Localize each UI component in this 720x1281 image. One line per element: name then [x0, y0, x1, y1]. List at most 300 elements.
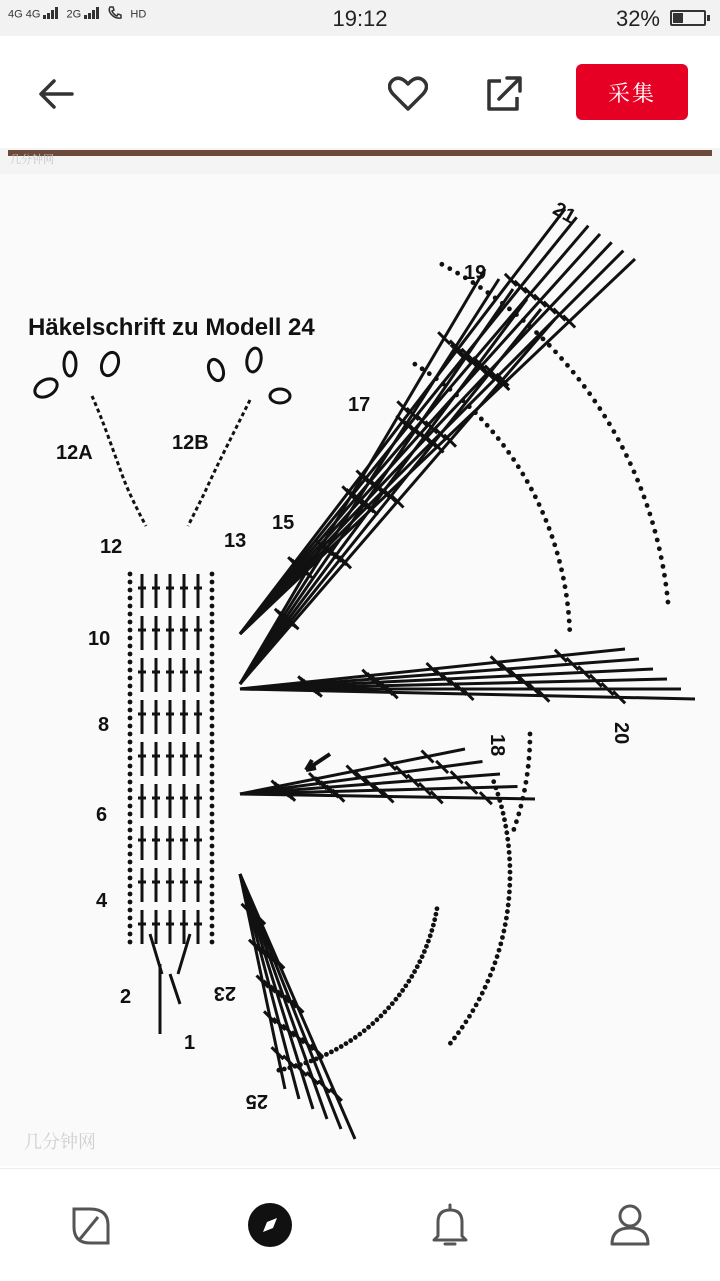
- chain-dot: [128, 724, 133, 729]
- chain-dot: [526, 764, 531, 769]
- chain-dot: [210, 748, 215, 753]
- chain-dot: [293, 1064, 298, 1069]
- image-edge: [8, 150, 712, 156]
- chain-dot: [553, 349, 558, 354]
- chain-dot: [128, 580, 133, 585]
- chain-dot: [497, 798, 502, 803]
- chain-dot: [520, 796, 525, 801]
- chain-dot: [210, 860, 215, 865]
- bell-icon: [428, 1202, 472, 1248]
- chain-dot: [309, 1059, 314, 1064]
- chain-dot: [632, 469, 637, 474]
- chain-dot: [432, 917, 437, 922]
- chain-dot: [429, 928, 434, 933]
- chain-dot: [511, 827, 516, 832]
- network-4g-label: 4G 4G: [8, 8, 41, 21]
- watermark-top: 几分钟网: [10, 153, 54, 166]
- chain-dot: [533, 494, 538, 499]
- chain-dot: [602, 414, 607, 419]
- chain-dot: [400, 988, 405, 993]
- chain-dot: [502, 817, 507, 822]
- chain-dot: [561, 576, 566, 581]
- chain-dot: [525, 479, 530, 484]
- chain-dot: [544, 518, 549, 523]
- chain-dot: [210, 908, 215, 913]
- chart-label: 12A: [56, 442, 93, 464]
- chain-dot: [485, 423, 490, 428]
- chain-dot: [505, 837, 510, 842]
- chain-dot: [210, 820, 215, 825]
- chain-dot: [128, 892, 133, 897]
- chain-dot: [397, 993, 402, 998]
- chain-dot: [441, 382, 446, 387]
- chain-dot: [128, 588, 133, 593]
- chain-dot: [645, 503, 650, 508]
- chain-dot: [210, 676, 215, 681]
- chain-dot: [504, 916, 509, 921]
- chain-dot: [496, 792, 501, 797]
- chain-dot: [128, 684, 133, 689]
- chain-dot: [507, 306, 512, 311]
- chain-dot: [507, 850, 512, 855]
- heart-icon: [388, 76, 428, 112]
- chain-dot: [504, 830, 509, 835]
- chain-dot: [128, 820, 133, 825]
- nav-notifications[interactable]: [422, 1197, 478, 1253]
- chain-dot: [370, 1021, 375, 1026]
- chain-dot: [210, 756, 215, 761]
- chain-dot: [661, 564, 666, 569]
- chain-dot: [555, 551, 560, 556]
- chain-dot: [527, 748, 532, 753]
- chain-dot: [128, 844, 133, 849]
- chain-dot: [128, 852, 133, 857]
- previous-image-strip: [0, 148, 720, 174]
- chain-dot: [452, 1036, 457, 1041]
- chain-dot: [128, 636, 133, 641]
- chain-dot: [663, 582, 668, 587]
- chain-dot: [659, 555, 664, 560]
- chain-dot: [128, 572, 133, 577]
- chain-dot: [547, 343, 552, 348]
- chain-dot: [128, 716, 133, 721]
- chain-dot: [128, 940, 133, 945]
- chain-dot: [128, 660, 133, 665]
- chain-dot: [524, 780, 529, 785]
- chain-dot: [379, 1014, 384, 1019]
- chain-dot: [527, 756, 532, 761]
- chart-label: 19: [464, 262, 487, 284]
- chain-dot: [128, 676, 133, 681]
- chain-dot: [507, 863, 512, 868]
- chain-dot: [662, 573, 667, 578]
- chain-dot: [386, 1005, 391, 1010]
- chain-dot: [473, 410, 478, 415]
- chain-dot: [557, 559, 562, 564]
- chain-dot: [485, 979, 490, 984]
- chain-dot: [424, 944, 429, 949]
- chain-dot: [500, 935, 505, 940]
- battery-percent: 32%: [615, 6, 660, 31]
- chain-dot: [128, 860, 133, 865]
- chain-dot: [412, 362, 417, 367]
- chain-dot: [210, 788, 215, 793]
- nav-profile[interactable]: [602, 1197, 658, 1253]
- chart-label: 6: [96, 804, 108, 826]
- chain-dot: [210, 868, 215, 873]
- chain-dot: [210, 588, 215, 593]
- chain-dot: [324, 1052, 329, 1057]
- chart-label: 12B: [172, 432, 209, 454]
- chart-label: 4: [96, 890, 108, 912]
- chain-dot: [514, 312, 519, 317]
- chain-dot: [638, 486, 643, 491]
- chain-dot: [128, 612, 133, 617]
- chain-dot: [564, 593, 569, 598]
- chain-dot: [406, 979, 411, 984]
- chain-dot: [467, 1014, 472, 1019]
- chart-label: 13: [224, 530, 247, 552]
- chain-dot: [128, 908, 133, 913]
- wing-chain-dots: [276, 262, 670, 1073]
- chain-dot: [559, 567, 564, 572]
- chain-dot: [128, 868, 133, 873]
- chain-dot: [480, 991, 485, 996]
- chain-dot: [567, 627, 572, 632]
- chain-dot: [329, 1049, 334, 1054]
- chain-dot: [128, 604, 133, 609]
- leaf-icon: [68, 1203, 112, 1247]
- chain-dot: [210, 924, 215, 929]
- stitch-crossbar: [330, 1089, 342, 1101]
- chain-dot: [488, 973, 493, 978]
- chain-dot: [420, 954, 425, 959]
- stitch-mark: [170, 974, 180, 1004]
- chain-dot: [334, 1047, 339, 1052]
- chain-dot: [525, 772, 530, 777]
- chain-dot: [666, 600, 671, 605]
- chain-dot: [559, 356, 564, 361]
- chain-dot: [611, 429, 616, 434]
- chart-title: Häkelschrift zu Modell 24: [28, 314, 315, 341]
- chain-dot: [128, 812, 133, 817]
- chain-dot: [210, 892, 215, 897]
- chain-dot: [657, 546, 662, 551]
- chart-label: 1: [184, 1032, 196, 1054]
- chain-dot: [287, 1065, 292, 1070]
- chain-dot: [210, 876, 215, 881]
- chain-dot: [447, 266, 452, 271]
- chart-label: 10: [88, 628, 111, 650]
- chain-dot: [587, 391, 592, 396]
- chain-dot: [497, 948, 502, 953]
- chain-dot: [210, 684, 215, 689]
- chain-dot: [592, 399, 597, 404]
- chain-dot: [493, 960, 498, 965]
- chain-dot: [128, 740, 133, 745]
- chain-dot: [628, 461, 633, 466]
- like-button[interactable]: [380, 66, 436, 122]
- chart-label: 20: [610, 722, 632, 745]
- chain-dot: [210, 932, 215, 937]
- chain-dot: [493, 295, 498, 300]
- chain-dot: [422, 949, 427, 954]
- chain-dot: [518, 804, 523, 809]
- chain-dot: [210, 716, 215, 721]
- chain-dot: [516, 464, 521, 469]
- chain-dot: [128, 796, 133, 801]
- chain-dot: [528, 324, 533, 329]
- chain-dot: [210, 844, 215, 849]
- chain-dot: [495, 954, 500, 959]
- chain-dot: [420, 366, 425, 371]
- chain-dot: [597, 406, 602, 411]
- chain-dot: [501, 443, 506, 448]
- chain-dot: [647, 512, 652, 517]
- top-bar: [0, 36, 720, 148]
- chain-dot: [128, 708, 133, 713]
- chain-dot: [499, 804, 504, 809]
- nav-discover[interactable]: [242, 1197, 298, 1253]
- chain-dot: [508, 870, 513, 875]
- chain-dot: [282, 1067, 287, 1072]
- chain-dot: [483, 985, 488, 990]
- chain-dot: [210, 852, 215, 857]
- chain-dot: [353, 1035, 358, 1040]
- battery-cap: [707, 15, 710, 21]
- chain-dot: [128, 772, 133, 777]
- chain-dot: [479, 417, 484, 422]
- chain-dot: [520, 472, 525, 477]
- chain-dot: [210, 780, 215, 785]
- chain-dot: [427, 371, 432, 376]
- chain-dot: [665, 591, 670, 596]
- chart-label: 21: [549, 198, 580, 229]
- battery-icon: [670, 10, 706, 26]
- chain-dot: [507, 857, 512, 862]
- chain-dot: [653, 529, 658, 534]
- chain-dot: [448, 387, 453, 392]
- chain-dot: [506, 450, 511, 455]
- chain-dot: [567, 619, 572, 624]
- chart-label: 23: [213, 982, 236, 1004]
- chain-dot: [210, 692, 215, 697]
- chain-dot: [565, 363, 570, 368]
- chain-dot: [128, 900, 133, 905]
- chain-dot: [503, 824, 508, 829]
- chain-dot: [210, 604, 215, 609]
- chain-dot: [362, 1028, 367, 1033]
- chain-dot: [210, 612, 215, 617]
- chain-dot: [491, 779, 496, 784]
- chain-dot: [210, 724, 215, 729]
- chain-dot: [439, 262, 444, 267]
- chain-dot: [210, 732, 215, 737]
- chain-dot: [563, 584, 568, 589]
- chain-dot: [210, 884, 215, 889]
- chain-dot: [210, 572, 215, 577]
- chain-dot: [128, 596, 133, 601]
- chain-dot: [128, 924, 133, 929]
- chain-dot: [210, 836, 215, 841]
- chain-dot: [382, 1010, 387, 1015]
- chain-dot: [431, 923, 436, 928]
- chart-label: 17: [348, 394, 371, 416]
- chain-dot: [128, 732, 133, 737]
- chain-dot: [508, 876, 513, 881]
- chain-dot: [417, 959, 422, 964]
- chain-dot: [210, 764, 215, 769]
- chain-dot: [128, 652, 133, 657]
- chain-dot: [461, 398, 466, 403]
- chain-dot: [435, 906, 440, 911]
- collect-button[interactable]: 采集: [576, 64, 688, 120]
- chain-dot: [128, 620, 133, 625]
- chart-label: 18: [486, 734, 508, 757]
- chain-dot: [128, 876, 133, 881]
- chain-dot: [344, 1041, 349, 1046]
- chain-dot: [537, 502, 542, 507]
- chain-dot: [477, 997, 482, 1002]
- share-button[interactable]: [476, 66, 532, 122]
- chain-dot: [210, 940, 215, 945]
- chain-dot: [528, 732, 533, 737]
- chain-dot: [210, 708, 215, 713]
- chain-dot: [455, 271, 460, 276]
- chain-dot: [210, 580, 215, 585]
- chain-dot: [128, 756, 133, 761]
- chain-dot: [128, 916, 133, 921]
- chain-dot: [128, 748, 133, 753]
- chain-dot: [565, 601, 570, 606]
- chain-dot: [314, 1057, 319, 1062]
- chain-dot: [507, 883, 512, 888]
- watermark-bottom: 几分钟网: [24, 1132, 96, 1153]
- chain-dot: [415, 964, 420, 969]
- chain-dot: [470, 1008, 475, 1013]
- chain-dot: [375, 1017, 380, 1022]
- wing-stitches: [240, 209, 695, 1139]
- chart-label: 12: [100, 536, 123, 558]
- status-bar: [0, 0, 720, 36]
- chain-dot: [552, 542, 557, 547]
- chain-dot: [412, 969, 417, 974]
- hd-label: HD: [130, 8, 147, 21]
- chain-dot: [607, 421, 612, 426]
- chain-dot: [506, 843, 511, 848]
- chain-dot: [128, 828, 133, 833]
- chain-dot: [527, 740, 532, 745]
- chain-dot: [529, 487, 534, 492]
- chain-dot: [655, 538, 660, 543]
- chain-dot: [502, 929, 507, 934]
- clock: 19:12: [332, 6, 388, 31]
- body-stitches: [138, 574, 202, 1034]
- chain-dot: [496, 436, 501, 441]
- battery-fill: [673, 13, 683, 23]
- chain-dot: [210, 620, 215, 625]
- chain-dot: [493, 785, 498, 790]
- chain-dot: [540, 510, 545, 515]
- antennae: [32, 347, 290, 526]
- chain-dot: [550, 534, 555, 539]
- chain-dot: [521, 318, 526, 323]
- chain-dot: [128, 788, 133, 793]
- chain-dot: [490, 429, 495, 434]
- chain-dot: [298, 1062, 303, 1067]
- chain-dot: [210, 636, 215, 641]
- chain-dot: [210, 828, 215, 833]
- bottom-nav: [0, 1168, 720, 1281]
- crochet-chart-image[interactable]: [0, 174, 720, 1166]
- chain-dot: [393, 997, 398, 1002]
- chain-dot: [454, 393, 459, 398]
- chain-dot: [210, 796, 215, 801]
- chain-dot: [128, 884, 133, 889]
- compass-icon: [246, 1201, 294, 1249]
- chain-dot: [128, 692, 133, 697]
- chain-dot: [303, 1060, 308, 1065]
- chain-dot: [128, 780, 133, 785]
- chain-dot: [339, 1044, 344, 1049]
- chain-dot: [485, 290, 490, 295]
- chain-dot: [498, 941, 503, 946]
- direction-arrow: [306, 754, 330, 770]
- chain-dot: [210, 900, 215, 905]
- chain-dot: [642, 495, 647, 500]
- chart-label: 25: [245, 1090, 268, 1112]
- chain-dot: [514, 819, 519, 824]
- chain-dot: [210, 628, 215, 633]
- chain-dot: [128, 628, 133, 633]
- stitch-crossbar: [318, 1081, 330, 1093]
- chain-dot: [128, 836, 133, 841]
- chain-dot: [403, 983, 408, 988]
- back-button[interactable]: [28, 66, 84, 122]
- chain-dot: [460, 1025, 465, 1030]
- chain-dot: [576, 377, 581, 382]
- chain-dot: [428, 933, 433, 938]
- user-icon: [608, 1202, 652, 1248]
- chain-dot: [464, 1019, 469, 1024]
- chain-dot: [128, 932, 133, 937]
- chain-dot: [210, 740, 215, 745]
- chain-dot: [534, 330, 539, 335]
- chain-dot: [467, 404, 472, 409]
- chain-dot: [478, 285, 483, 290]
- chain-dot: [522, 788, 527, 793]
- chain-dot: [505, 909, 510, 914]
- chain-dot: [426, 939, 431, 944]
- chain-dot: [456, 1030, 461, 1035]
- chain-dot: [501, 811, 506, 816]
- chain-dot: [434, 376, 439, 381]
- chain-dot: [448, 1041, 453, 1046]
- nav-home[interactable]: [62, 1197, 118, 1253]
- chart-label: 2: [120, 986, 132, 1008]
- share-icon: [485, 75, 523, 113]
- chain-dot: [511, 457, 516, 462]
- chart-label: 15: [272, 512, 295, 534]
- chain-dot: [210, 916, 215, 921]
- chain-dot: [319, 1054, 324, 1059]
- chain-dot: [409, 974, 414, 979]
- chain-dot: [566, 610, 571, 615]
- chain-dot: [357, 1032, 362, 1037]
- chain-dot: [547, 526, 552, 531]
- chain-dot: [348, 1038, 353, 1043]
- chain-dot: [210, 700, 215, 705]
